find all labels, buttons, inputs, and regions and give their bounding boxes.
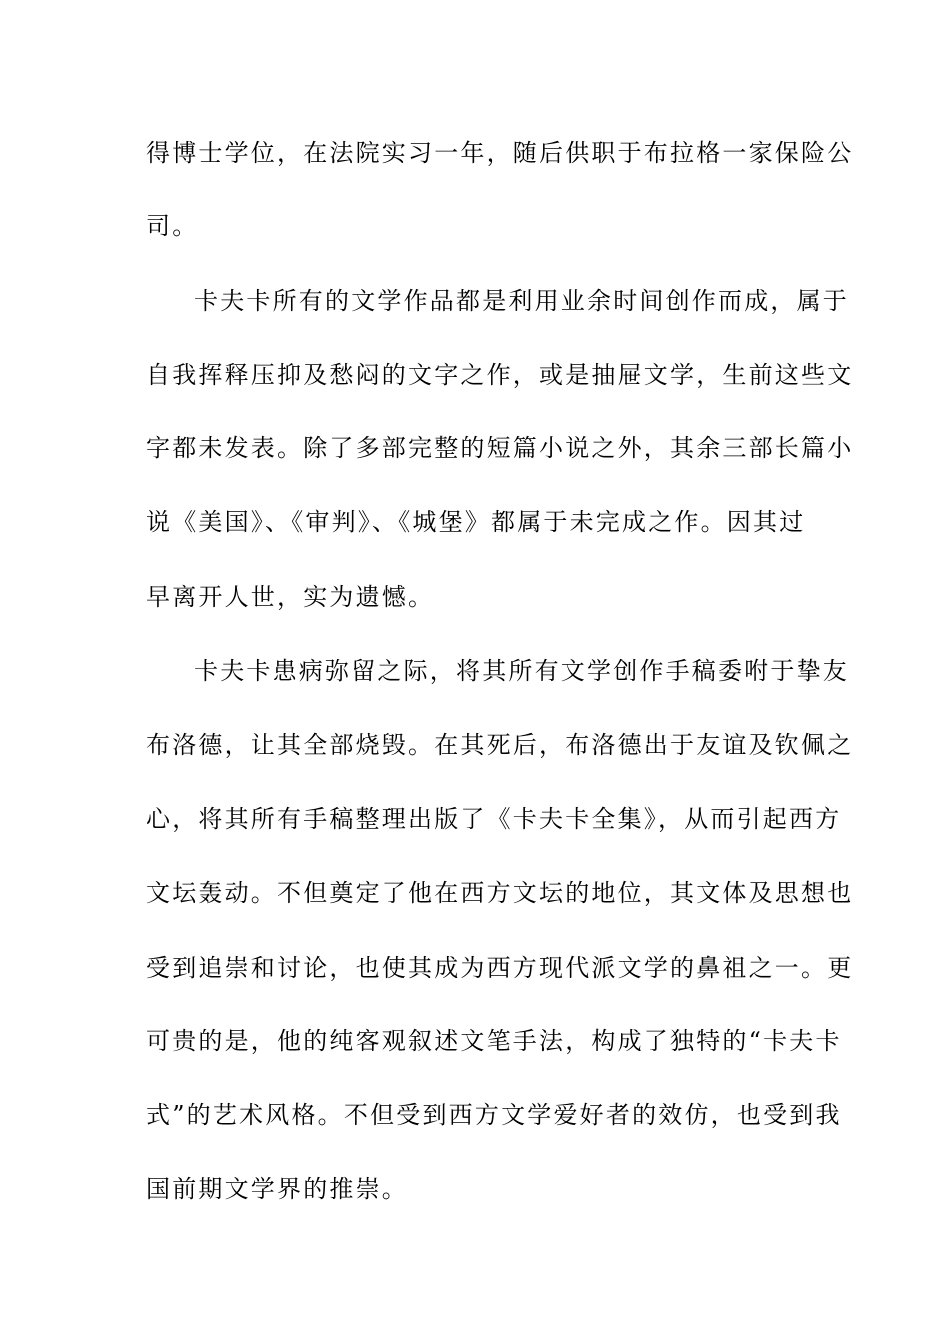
text-line: 可贵的是，他的纯客观叙述文笔手法，构成了独特的“卡夫卡 bbox=[146, 1027, 842, 1055]
text-line: 说《美国》、《审判》、《城堡》都属于未完成之作。因其过 bbox=[146, 508, 806, 536]
text-line: 卡夫卡所有的文学作品都是利用业余时间创作而成，属于 bbox=[194, 287, 849, 315]
text-line: 国前期文学界的推崇。 bbox=[146, 1175, 408, 1203]
text-line: 得博士学位，在法院实习一年，随后供职于布拉格一家保险公 bbox=[146, 139, 854, 167]
text-line: 式”的艺术风格。不但受到西方文学爱好者的效仿，也受到我 bbox=[146, 1101, 842, 1129]
text-line: 字都未发表。除了多部完整的短篇小说之外，其余三部长篇小 bbox=[146, 434, 854, 462]
text-line: 布洛德，让其全部烧毁。在其死后，布洛德出于友谊及钦佩之 bbox=[146, 731, 854, 759]
text-line: 卡夫卡患病弥留之际，将其所有文学创作手稿委咐于挚友 bbox=[194, 657, 849, 685]
text-line: 自我挥释压抑及愁闷的文字之作，或是抽屉文学，生前这些文 bbox=[146, 361, 854, 389]
text-line: 文坛轰动。不但奠定了他在西方文坛的地位，其文体及思想也 bbox=[146, 879, 854, 907]
text-line: 受到追崇和讨论，也使其成为西方现代派文学的鼻祖之一。更 bbox=[146, 954, 854, 982]
text-line: 司。 bbox=[146, 212, 199, 240]
text-line: 心，将其所有手稿整理出版了《卡夫卡全集》，从而引起西方 bbox=[146, 805, 842, 833]
text-line: 早离开人世，实为遗憾。 bbox=[146, 583, 435, 611]
